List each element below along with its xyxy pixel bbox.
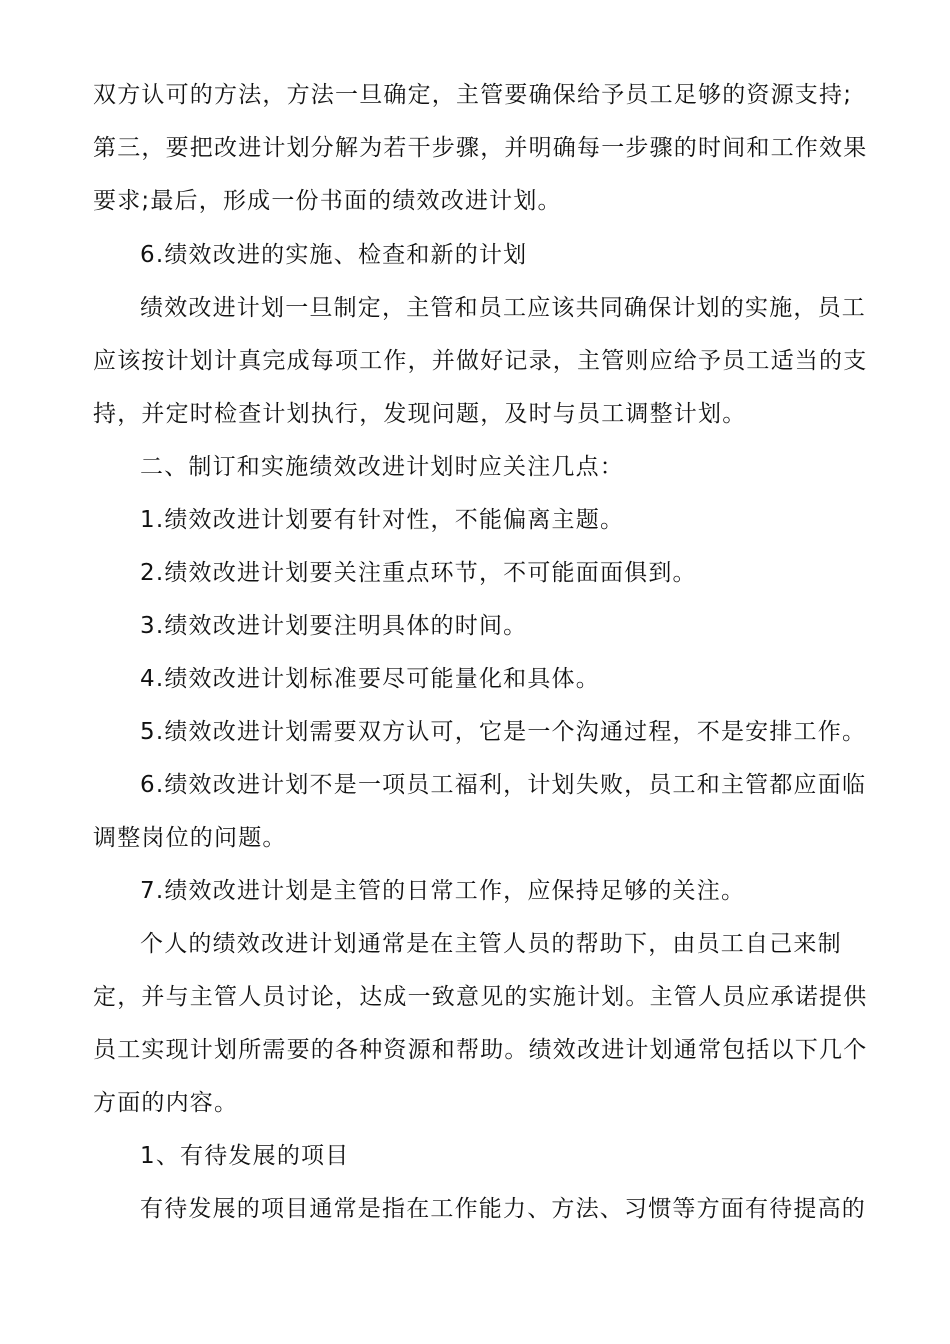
list-item: 5.绩效改进计划需要双方认可，它是一个沟通过程，不是安排工作。 <box>140 719 867 745</box>
list-item: 3.绩效改进计划要注明具体的时间。 <box>140 613 528 639</box>
text-line: 个人的绩效改进计划通常是在主管人员的帮助下，由员工自己来制 <box>140 931 842 957</box>
text-line: 要求;最后，形成一份书面的绩效改进计划。 <box>93 188 562 214</box>
list-item: 1.绩效改进计划要有针对性，不能偏离主题。 <box>140 507 625 533</box>
list-item: 4.绩效改进计划标准要尽可能量化和具体。 <box>140 666 600 692</box>
text-line: 定，并与主管人员讨论，达成一致意见的实施计划。主管人员应承诺提供 <box>93 984 868 1010</box>
section-heading: 二、制订和实施绩效改进计划时应关注几点： <box>140 454 624 480</box>
text-line: 应该按计划计真完成每项工作，并做好记录，主管则应给予员工适当的支 <box>93 348 868 374</box>
section-heading: 6.绩效改进的实施、检查和新的计划 <box>140 242 528 268</box>
text-line: 绩效改进计划一旦制定，主管和员工应该共同确保计划的实施，员工 <box>140 295 866 321</box>
text-line: 第三，要把改进计划分解为若干步骤，并明确每一步骤的时间和工作效果 <box>93 135 868 161</box>
text-line: 方面的内容。 <box>93 1090 239 1116</box>
text-line: 有待发展的项目通常是指在工作能力、方法、习惯等方面有待提高的 <box>140 1196 866 1222</box>
list-item: 7.绩效改进计划是主管的日常工作，应保持足够的关注。 <box>140 878 746 904</box>
text-line: 调整岗位的问题。 <box>93 825 287 851</box>
text-line: 持，并定时检查计划执行，发现问题，及时与员工调整计划。 <box>93 401 747 427</box>
text-line: 员工实现计划所需要的各种资源和帮助。绩效改进计划通常包括以下几个 <box>93 1037 868 1063</box>
text-line: 双方认可的方法，方法一旦确定，主管要确保给予员工足够的资源支持; <box>93 82 853 108</box>
list-item: 6.绩效改进计划不是一项员工福利，计划失败，员工和主管都应面临 <box>140 772 867 798</box>
list-item: 2.绩效改进计划要关注重点环节，不可能面面俱到。 <box>140 560 697 586</box>
section-heading: 1、有待发展的项目 <box>140 1143 350 1169</box>
